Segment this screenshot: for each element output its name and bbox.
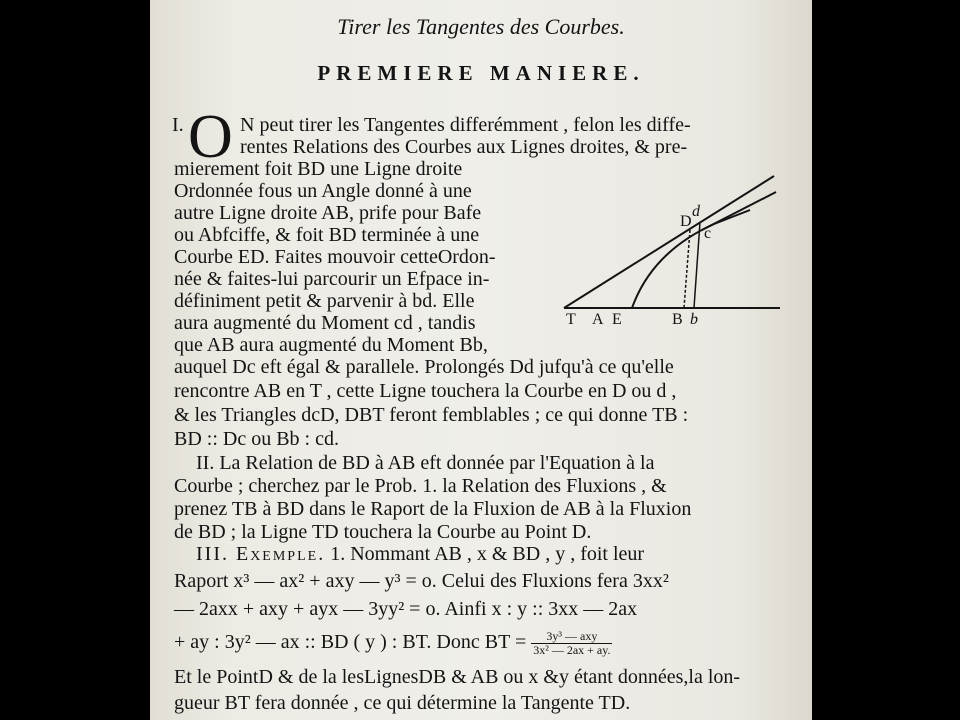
text-line: N peut tirer les Tangentes differémment , felon les diffe- [240, 114, 691, 136]
tangent-line-td [564, 176, 774, 308]
book-page [150, 0, 812, 720]
label-e: E [612, 311, 622, 328]
text-line: II. La Relation de BD à AB eft donnée par l'Equation à la [196, 452, 655, 474]
section-title: PREMIERE MANIERE. [317, 61, 645, 85]
label-b-lower: b [690, 311, 698, 328]
text-line: Ordonnée fous un Angle donné à une [174, 180, 472, 202]
text-line: Raport x³ — ax² + axy — y³ = o. Celui des Fluxions fera 3xx² [174, 570, 669, 592]
text-line: de BD ; la Ligne TD touchera la Courbe au Point D. [174, 521, 592, 543]
text-line: née & faites-lui parcourir un Efpace in- [174, 268, 490, 290]
label-c: c [704, 225, 712, 242]
text-line [196, 543, 644, 565]
text-line: ou Abfciffe, & foit BD terminée à une [174, 224, 480, 246]
text-line: auquel Dc eft égal & parallele. Prolongés Dd jufqu'à ce qu'elle [174, 356, 674, 378]
label-t: T [566, 311, 576, 328]
drop-cap: O [188, 103, 233, 171]
fraction-numerator: 3y³ — axy [531, 630, 612, 644]
text-line: rencontre AB en T , cette Ligne touchera la Courbe en D ou d , [174, 380, 677, 402]
text-line: — 2axx + axy + ayx — 3yy² = o. Ainfi x : y :: 3xx — 2ax [174, 598, 638, 620]
text-line: BD :: Dc ou Bb : cd. [174, 428, 339, 450]
text-line: Courbe ; cherchez par le Prob. 1. la Relation des Fluxions , & [174, 475, 667, 497]
tangent-figure [562, 170, 782, 335]
text-line: définiment petit & parvenir à bd. Elle [174, 290, 475, 312]
label-a: A [592, 311, 604, 328]
label-d-lower: d [692, 203, 700, 220]
text-line: autre Ligne droite AB, prife pour Bafe [174, 202, 482, 224]
label-b-upper: B [672, 311, 683, 328]
text-line: Courbe ED. Faites mouvoir cetteOrdon- [174, 246, 496, 268]
text-line: que AB aura augmenté du Moment Bb, [174, 334, 488, 356]
text-line: & les Triangles dcD, DBT feront femblables ; ce qui donne TB : [174, 404, 689, 426]
text-line: prenez TB à BD dans le Raport de la Fluxion de AB à la Fluxion [174, 498, 692, 520]
tangent-diagram [562, 170, 782, 330]
text-line: Et le PointD & de la lesLignesDB & AB ou x &y étant données,la lon- [174, 666, 741, 688]
text-span: 1. Nommant AB , x & BD , y , foit leur [330, 543, 645, 565]
text-line [174, 630, 612, 657]
text-line: gueur BT fera donnée , ce qui détermine la Tangente TD. [174, 692, 631, 714]
fraction-bt [531, 630, 612, 657]
text-line: mierement foit BD une Ligne droite [174, 158, 463, 180]
text-span: + ay : 3y² — ax :: BD ( y ) : BT. Donc BT = [174, 631, 527, 654]
ordinate-bd [684, 230, 690, 308]
example-label: III. Exemple. [196, 543, 326, 565]
text-line: aura augmenté du Moment cd , tandis [174, 312, 476, 334]
label-d-upper: D [680, 213, 692, 230]
text-line: rentes Relations des Courbes aux Lignes droites, & pre- [240, 136, 688, 158]
fraction-denominator: 3x² — 2ax + ay. [533, 643, 611, 657]
running-title: Tirer les Tangentes des Courbes. [337, 14, 625, 39]
paragraph-number: I. [172, 114, 184, 136]
